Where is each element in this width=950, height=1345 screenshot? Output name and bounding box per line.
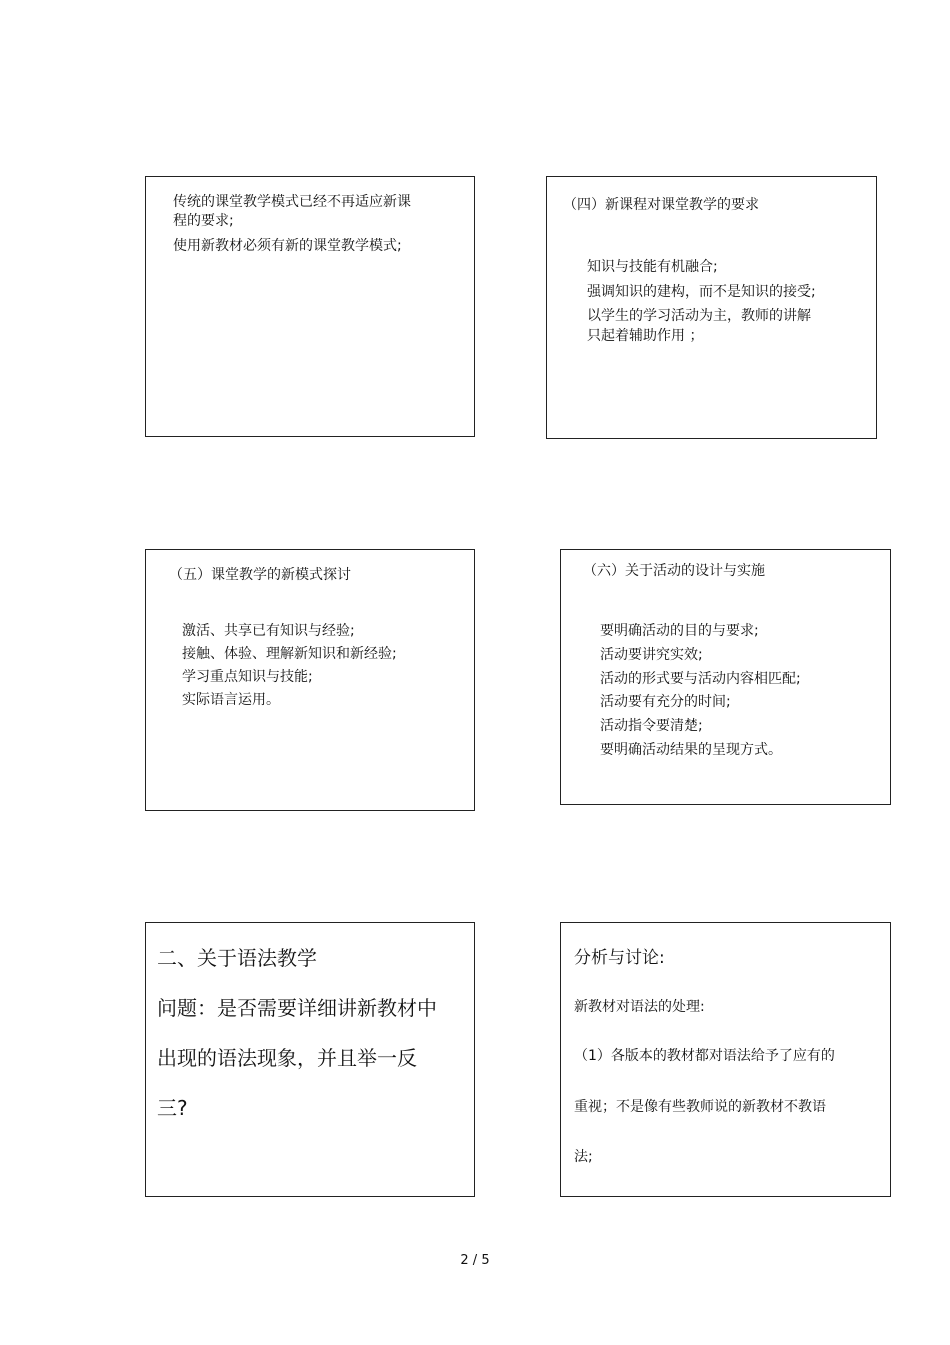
slide-6-title: 分析与讨论: bbox=[574, 948, 665, 968]
slide-2-title: （四）新课程对课堂教学的要求 bbox=[563, 197, 759, 213]
slide-1-line-1: 传统的课堂教学模式已经不再适应新课 bbox=[173, 194, 411, 210]
slide-3-line-4: 实际语言运用。 bbox=[182, 692, 280, 708]
slide-4-line-5: 活动指令要清楚; bbox=[600, 718, 703, 734]
slide-2-line-4: 只起着辅助作用 ； bbox=[587, 328, 704, 344]
slide-2-line-1: 知识与技能有机融合; bbox=[587, 259, 718, 275]
slide-5-heading: 二、关于语法教学 bbox=[157, 946, 317, 970]
slide-1-line-3: 使用新教材必须有新的课堂教学模式; bbox=[173, 238, 402, 254]
slide-4-line-1: 要明确活动的目的与要求; bbox=[600, 623, 759, 639]
slide-3-line-2: 接触、体验、理解新知识和新经验; bbox=[182, 646, 397, 662]
slide-3-title: （五）课堂教学的新模式探讨 bbox=[169, 567, 351, 583]
slide-4-line-4: 活动要有充分的时间; bbox=[600, 694, 731, 710]
slide-4-line-2: 活动要讲究实效; bbox=[600, 647, 703, 663]
slide-5-line-2: 问题：是否需要详细讲新教材中 bbox=[157, 996, 437, 1020]
slide-5-line-3: 出现的语法现象，并且举一反 bbox=[157, 1046, 417, 1070]
slide-4-title: （六）关于活动的设计与实施 bbox=[583, 563, 765, 579]
slide-2-line-3: 以学生的学习活动为主，教师的讲解 bbox=[587, 308, 811, 324]
slide-4-line-6: 要明确活动结果的呈现方式。 bbox=[600, 742, 782, 758]
slide-6-line-1: 新教材对语法的处理: bbox=[574, 999, 705, 1015]
slide-2 bbox=[546, 176, 877, 439]
slide-6-line-2: （1）各版本的教材都对语法给予了应有的 bbox=[574, 1048, 835, 1064]
slide-6 bbox=[560, 922, 891, 1197]
slide-1-line-2: 程的要求; bbox=[173, 213, 234, 229]
slide-1 bbox=[145, 176, 475, 437]
slide-3 bbox=[145, 549, 475, 811]
slide-5 bbox=[145, 922, 475, 1197]
slide-3-line-3: 学习重点知识与技能; bbox=[182, 669, 313, 685]
slide-4 bbox=[560, 549, 891, 805]
slide-6-line-3: 重视；不是像有些教师说的新教材不教语 bbox=[574, 1099, 826, 1115]
slide-4-line-3: 活动的形式要与活动内容相匹配; bbox=[600, 671, 801, 687]
slide-2-line-2: 强调知识的建构，而不是知识的接受; bbox=[587, 284, 816, 300]
slide-6-line-4: 法; bbox=[574, 1149, 593, 1165]
slide-3-line-1: 激活、共享已有知识与经验; bbox=[182, 623, 355, 639]
page-number: 2 / 5 bbox=[460, 1253, 490, 1268]
slide-5-line-4: 三? bbox=[157, 1096, 188, 1120]
